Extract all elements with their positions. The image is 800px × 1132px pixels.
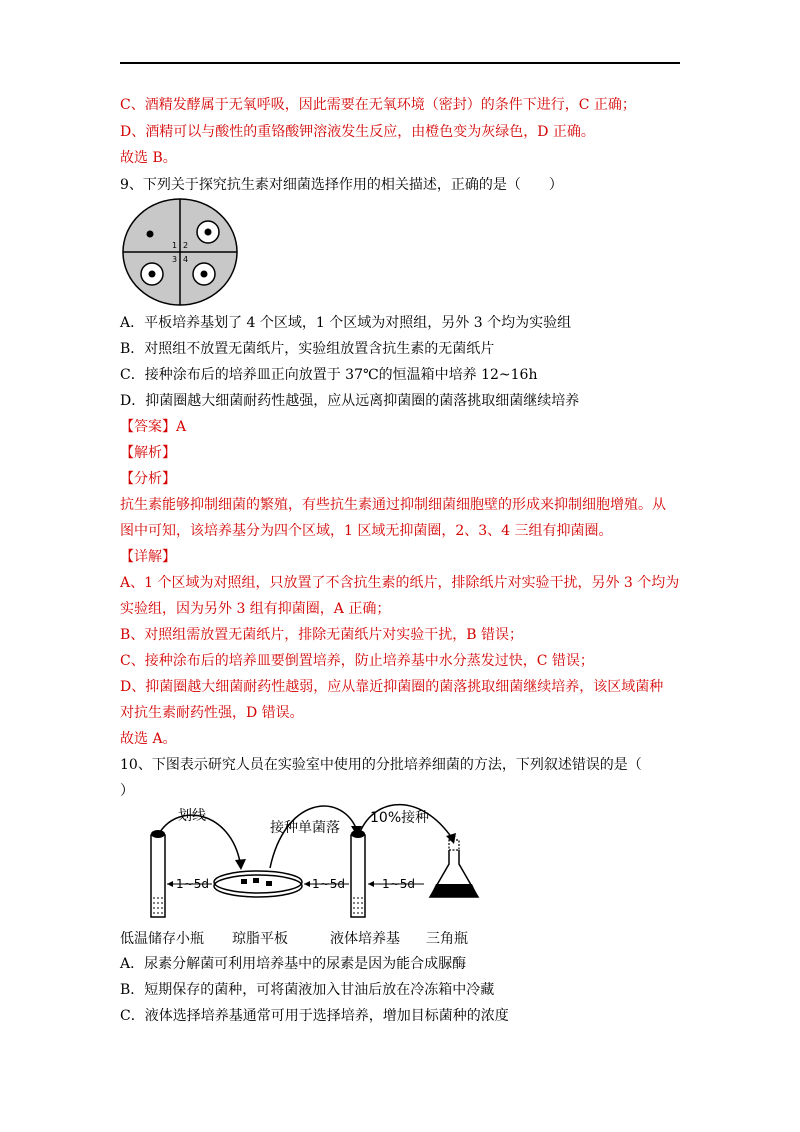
region-1-disk xyxy=(147,231,154,238)
duration-label-1: 1~5d xyxy=(176,877,209,891)
detail-a-line-2: 实验组，因为另外 3 组有抑菌圈，A 正确； xyxy=(120,601,391,617)
streak-label: 划线 xyxy=(178,808,206,824)
answer-conclusion-a: 故选 A。 xyxy=(120,731,177,747)
region-1-label: 1 xyxy=(172,241,178,250)
flask-label: 三角瓶 xyxy=(426,931,468,947)
inoculate-colony-label: 接种单菌落 xyxy=(270,820,340,836)
detail-d-line-1: D、抑菌圈越大细菌耐药性越弱，应从靠近抑菌圈的菌落挑取细菌继续培养，该区域菌种 xyxy=(120,679,664,695)
fenxi-tag: 【分析】 xyxy=(120,471,176,487)
question-10-stem-1: 10、下图表示研究人员在实验室中使用的分批培养细菌的方法，下列叙述错误的是（ xyxy=(120,757,642,773)
question-10-option-b: B．短期保存的菌种，可将菌液加入甘油后放在冷冻箱中冷藏 xyxy=(120,982,495,998)
ten-percent-inoculate-label: 10%接种 xyxy=(370,810,430,826)
flask-icon xyxy=(430,840,478,897)
question-9-option-c: C．接种涂布后的培养皿正向放置于 37℃的恒温箱中培养 12~16h xyxy=(120,367,538,383)
question-9-option-a: A．平板培养基划了 4 个区域，1 个区域为对照组，另外 3 个均为实验组 xyxy=(120,315,572,331)
option-c-explanation: C、酒精发酵属于无氧呼吸，因此需要在无氧环境（密封）的条件下进行，C 正确； xyxy=(120,97,636,113)
region-2-label: 2 xyxy=(183,241,189,250)
answer-tag: 【答案】A xyxy=(120,419,187,435)
question-9-option-b: B．对照组不放置无菌纸片，实验组放置含抗生素的无菌纸片 xyxy=(120,341,495,357)
liquid-medium-tube-icon xyxy=(351,830,365,917)
storage-vial-label: 低温储存小瓶 xyxy=(120,931,204,947)
region-4-disk xyxy=(201,271,208,278)
liquid-medium-label: 液体培养基 xyxy=(330,931,400,947)
detail-c: C、接种涂布后的培养皿要倒置培养，防止培养基中水分蒸发过快，C 错误； xyxy=(120,653,594,669)
header-rule xyxy=(120,62,680,64)
figure-item-labels xyxy=(120,928,500,948)
agar-plate-icon xyxy=(214,871,302,897)
question-10-option-c: C．液体选择培养基通常可用于选择培养，增加目标菌种的浓度 xyxy=(120,1008,509,1024)
batch-culture-figure xyxy=(120,802,500,927)
question-9-stem: 9、下列关于探究抗生素对细菌选择作用的相关描述，正确的是（ ） xyxy=(120,177,563,193)
detail-b: B、对照组需放置无菌纸片，排除无菌纸片对实验干扰，B 错误； xyxy=(120,627,524,643)
detail-a-line-1: A、1 个区域为对照组，只放置了不含抗生素的纸片，排除纸片对实验干扰，另外 3 个均为 xyxy=(120,575,680,591)
detail-d-line-2: 对抗生素耐药性强，D 错误。 xyxy=(120,705,304,721)
analysis-tag: 【解析】 xyxy=(120,445,176,461)
storage-vial-icon xyxy=(151,830,165,917)
question-10-stem-2: ） xyxy=(120,783,134,799)
answer-conclusion: 故选 B。 xyxy=(120,150,177,166)
fenxi-text-1: 抗生素能够抑制细菌的繁殖，有些抗生素通过抑制细菌细胞壁的形成来抑制细胞增殖。从 xyxy=(120,497,666,513)
duration-label-3: 1~5d xyxy=(382,877,415,891)
region-3-label: 3 xyxy=(172,255,178,264)
inoculate-colony-arrow xyxy=(270,806,356,868)
fenxi-text-2: 图中可知，该培养基分为四个区域，1 区域无抑菌圈，2、3、4 三组有抑菌圈。 xyxy=(120,523,613,539)
duration-label-2: 1~5d xyxy=(312,877,345,891)
option-d-explanation: D、酒精可以与酸性的重铬酸钾溶液发生反应，由橙色变为灰绿色，D 正确。 xyxy=(120,124,595,140)
question-9-option-d: D．抑菌圈越大细菌耐药性越强，应从远离抑菌圈的菌落挑取细菌继续培养 xyxy=(120,393,580,409)
region-4-label: 4 xyxy=(183,255,189,264)
region-3-disk xyxy=(149,271,156,278)
petri-dish-figure xyxy=(120,196,240,308)
agar-plate-label: 琼脂平板 xyxy=(232,931,288,947)
detail-tag: 【详解】 xyxy=(120,549,176,565)
question-10-option-a: A．尿素分解菌可利用培养基中的尿素是因为能合成脲酶 xyxy=(120,956,467,972)
region-2-disk xyxy=(205,229,212,236)
